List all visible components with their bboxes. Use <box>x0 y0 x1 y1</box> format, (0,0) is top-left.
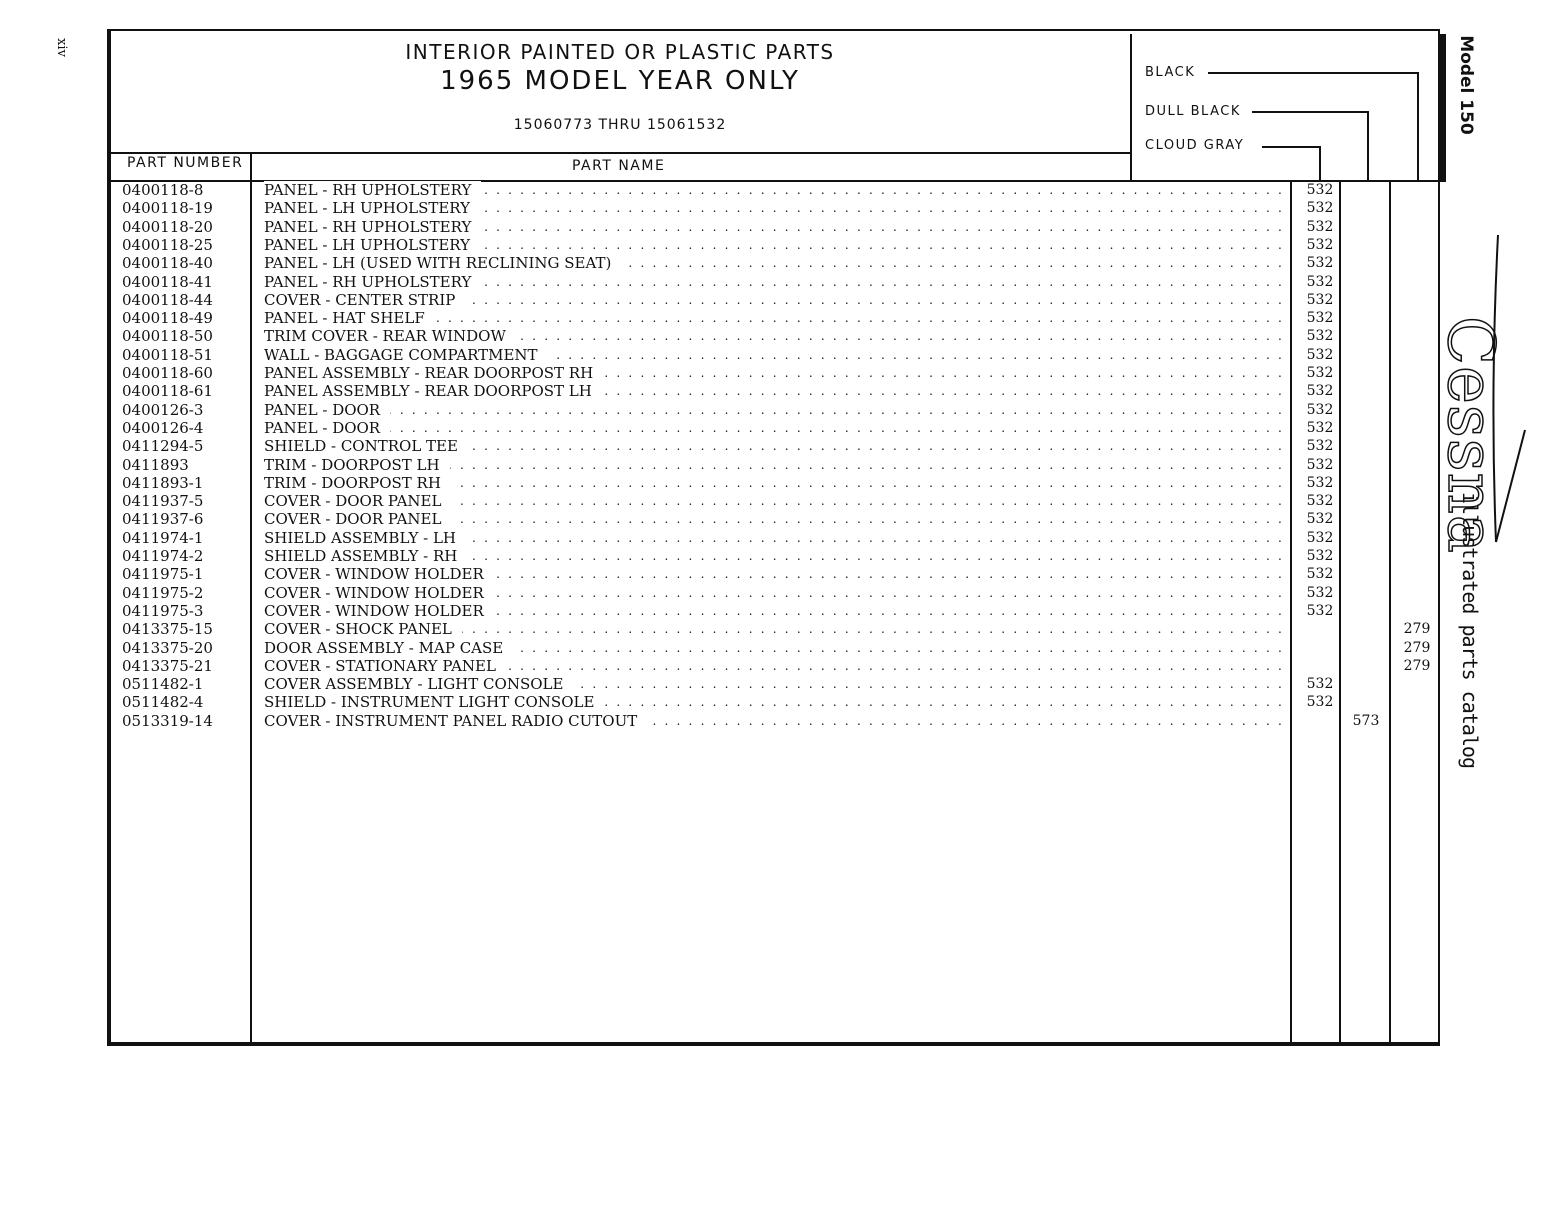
part-name-text: TRIM - DOORPOST RH <box>264 474 451 492</box>
black-cell: 279 <box>1403 621 1431 637</box>
legend-dull-black-leader-drop <box>1367 111 1369 182</box>
legend-dull-black: DULL BLACK <box>1145 104 1241 119</box>
table-row <box>0 675 1568 693</box>
part-number-cell: 0511482-1 <box>122 675 204 693</box>
part-name-text: PANEL - RH UPHOLSTERY <box>264 273 481 291</box>
table-row <box>0 401 1568 419</box>
page-number: xiv <box>53 38 69 57</box>
table-row <box>0 273 1568 291</box>
part-name-text: WALL - BAGGAGE COMPARTMENT <box>264 346 548 364</box>
part-number-cell: 0400118-60 <box>122 364 213 382</box>
table-row <box>0 364 1568 382</box>
cloud-gray-cell: 532 <box>1306 310 1334 326</box>
black-cell: 279 <box>1403 640 1431 656</box>
part-name-text: SHIELD ASSEMBLY - RH <box>264 547 467 565</box>
part-number-cell: 0411974-2 <box>122 547 204 565</box>
part-number-cell: 0411294-5 <box>122 437 204 455</box>
part-number-cell: 0400118-19 <box>122 199 213 217</box>
part-number-cell: 0400126-3 <box>122 401 204 419</box>
part-name-cell <box>264 456 1284 474</box>
black-cell: 279 <box>1403 658 1431 674</box>
part-name-cell <box>264 529 1284 547</box>
part-name-cell <box>264 712 1284 730</box>
part-name-cell <box>264 218 1284 236</box>
part-name-cell <box>264 309 1284 327</box>
part-number-cell: 0411937-5 <box>122 492 204 510</box>
catalog-label: illustrated parts catalog <box>1458 491 1482 769</box>
part-name-cell <box>264 584 1284 602</box>
part-name-text: COVER - WINDOW HOLDER <box>264 584 494 602</box>
part-number-cell: 0513319-14 <box>122 712 213 730</box>
part-number-cell: 0400118-41 <box>122 273 213 291</box>
part-name-text: COVER - CENTER STRIP <box>264 291 465 309</box>
dull-black-cell: 573 <box>1352 713 1380 729</box>
part-name-cell <box>264 437 1284 455</box>
part-name-cell <box>264 382 1284 400</box>
part-number-cell: 0411937-6 <box>122 510 204 528</box>
part-number-cell: 0411975-2 <box>122 584 204 602</box>
part-number-cell: 0511482-4 <box>122 693 204 711</box>
part-name-text: COVER ASSEMBLY - LIGHT CONSOLE <box>264 675 573 693</box>
part-name-cell <box>264 401 1284 419</box>
cloud-gray-cell: 532 <box>1306 676 1334 692</box>
part-name-cell <box>264 492 1284 510</box>
table-row <box>0 693 1568 711</box>
part-number-cell: 0400118-50 <box>122 327 213 345</box>
table-row <box>0 657 1568 675</box>
part-number-cell: 0411893-1 <box>122 474 204 492</box>
part-number-cell: 0400118-20 <box>122 218 213 236</box>
cloud-gray-cell: 532 <box>1306 274 1334 290</box>
part-name-text: PANEL - LH UPHOLSTERY <box>264 236 480 254</box>
part-name-text: COVER - WINDOW HOLDER <box>264 565 494 583</box>
part-name-text: COVER - STATIONARY PANEL <box>264 657 506 675</box>
table-row <box>0 529 1568 547</box>
table-row <box>0 199 1568 217</box>
cloud-gray-cell: 532 <box>1306 200 1334 216</box>
cloud-gray-cell: 532 <box>1306 438 1334 454</box>
part-name-text: PANEL ASSEMBLY - REAR DOORPOST LH <box>264 382 602 400</box>
cloud-gray-cell: 532 <box>1306 402 1334 418</box>
part-name-cell <box>264 602 1284 620</box>
part-name-text: COVER - INSTRUMENT PANEL RADIO CUTOUT <box>264 712 647 730</box>
part-number-cell: 0400118-8 <box>122 181 204 199</box>
cloud-gray-cell: 532 <box>1306 182 1334 198</box>
legend-cloud-gray-leader-drop <box>1319 146 1321 182</box>
cloud-gray-cell: 532 <box>1306 292 1334 308</box>
table-row <box>0 218 1568 236</box>
part-number-cell: 0400118-51 <box>122 346 213 364</box>
part-number-cell: 0413375-21 <box>122 657 213 675</box>
part-name-cell <box>264 693 1284 711</box>
cloud-gray-cell: 532 <box>1306 493 1334 509</box>
part-name-text: TRIM - DOORPOST LH <box>264 456 450 474</box>
part-name-cell <box>264 547 1284 565</box>
part-name-cell <box>264 236 1284 254</box>
table-row <box>0 547 1568 565</box>
cloud-gray-cell: 532 <box>1306 365 1334 381</box>
cloud-gray-cell: 532 <box>1306 566 1334 582</box>
header-divider <box>111 152 1131 154</box>
legend-dull-black-leader <box>1252 111 1368 113</box>
part-name-text: PANEL - LH UPHOLSTERY <box>264 199 480 217</box>
part-name-text: COVER - DOOR PANEL <box>264 492 451 510</box>
legend-black: BLACK <box>1145 65 1196 80</box>
part-number-cell: 0411975-3 <box>122 602 204 620</box>
part-name-header: PART NAME <box>572 158 666 174</box>
table-row <box>0 584 1568 602</box>
part-name-text: PANEL - DOOR <box>264 401 390 419</box>
part-number-cell: 0413375-20 <box>122 639 213 657</box>
table-row <box>0 565 1568 583</box>
legend-cloud-gray: CLOUD GRAY <box>1145 138 1245 153</box>
cloud-gray-cell: 532 <box>1306 255 1334 271</box>
part-name-text: PANEL - RH UPHOLSTERY <box>264 181 481 199</box>
part-name-cell <box>264 419 1284 437</box>
legend-cloud-gray-leader <box>1262 146 1320 148</box>
table-row <box>0 712 1568 730</box>
part-name-text: SHIELD ASSEMBLY - LH <box>264 529 466 547</box>
part-name-cell <box>264 620 1284 638</box>
part-name-cell <box>264 291 1284 309</box>
part-name-cell <box>264 364 1284 382</box>
cloud-gray-cell: 532 <box>1306 457 1334 473</box>
part-name-cell <box>264 474 1284 492</box>
table-row <box>0 456 1568 474</box>
part-name-text: PANEL - DOOR <box>264 419 390 437</box>
cloud-gray-cell: 532 <box>1306 475 1334 491</box>
table-row <box>0 254 1568 272</box>
part-number-cell: 0400126-4 <box>122 419 204 437</box>
part-number-cell: 0400118-49 <box>122 309 213 327</box>
part-name-text: PANEL - LH (USED WITH RECLINING SEAT) <box>264 254 621 272</box>
part-name-text: COVER - DOOR PANEL <box>264 510 451 528</box>
cloud-gray-cell: 532 <box>1306 603 1334 619</box>
part-name-text: SHIELD - INSTRUMENT LIGHT CONSOLE <box>264 693 604 711</box>
part-name-text: DOOR ASSEMBLY - MAP CASE <box>264 639 513 657</box>
serial-range: 15060773 THRU 15061532 <box>513 117 727 133</box>
cloud-gray-cell: 532 <box>1306 420 1334 436</box>
part-number-cell: 0411893 <box>122 456 189 474</box>
table-row <box>0 620 1568 638</box>
cloud-gray-cell: 532 <box>1306 548 1334 564</box>
cloud-gray-cell: 532 <box>1306 328 1334 344</box>
table-row <box>0 602 1568 620</box>
part-name-cell <box>264 181 1284 199</box>
part-number-cell: 0400118-25 <box>122 236 213 254</box>
cloud-gray-cell: 532 <box>1306 530 1334 546</box>
table-row <box>0 291 1568 309</box>
legend-black-leader <box>1208 72 1418 74</box>
table-title: INTERIOR PAINTED OR PLASTIC PARTS <box>405 40 835 64</box>
table-row <box>0 474 1568 492</box>
table-subtitle: 1965 MODEL YEAR ONLY <box>440 66 800 96</box>
part-name-text: TRIM COVER - REAR WINDOW <box>264 327 516 345</box>
part-name-cell <box>264 657 1284 675</box>
part-name-text: COVER - SHOCK PANEL <box>264 620 462 638</box>
part-name-cell <box>264 346 1284 364</box>
part-number-cell: 0411974-1 <box>122 529 204 547</box>
part-name-text: SHIELD - CONTROL TEE <box>264 437 468 455</box>
part-name-cell <box>264 273 1284 291</box>
part-number-cell: 0411975-1 <box>122 565 204 583</box>
cessna-logo: Cessna <box>1433 316 1507 554</box>
part-name-cell <box>264 510 1284 528</box>
cloud-gray-cell: 532 <box>1306 511 1334 527</box>
part-name-cell <box>264 327 1284 345</box>
legend-divider <box>1130 34 1132 182</box>
part-name-cell <box>264 254 1284 272</box>
table-row <box>0 327 1568 345</box>
part-name-cell <box>264 565 1284 583</box>
cloud-gray-cell: 532 <box>1306 694 1334 710</box>
table-row <box>0 510 1568 528</box>
part-number-cell: 0413375-15 <box>122 620 213 638</box>
part-name-text: PANEL ASSEMBLY - REAR DOORPOST RH <box>264 364 603 382</box>
part-name-cell <box>264 639 1284 657</box>
part-number-cell: 0400118-40 <box>122 254 213 272</box>
cloud-gray-cell: 532 <box>1306 383 1334 399</box>
part-name-text: COVER - WINDOW HOLDER <box>264 602 494 620</box>
part-name-cell <box>264 199 1284 217</box>
table-row <box>0 382 1568 400</box>
part-number-header: PART NUMBER <box>127 155 244 171</box>
cloud-gray-cell: 532 <box>1306 237 1334 253</box>
part-number-cell: 0400118-61 <box>122 382 213 400</box>
table-row <box>0 346 1568 364</box>
table-row <box>0 236 1568 254</box>
part-name-cell <box>264 675 1284 693</box>
legend-black-leader-drop <box>1417 72 1419 182</box>
table-row <box>0 437 1568 455</box>
model-label: Model 150 <box>1456 35 1476 135</box>
table-row <box>0 181 1568 199</box>
table-row <box>0 309 1568 327</box>
table-row <box>0 639 1568 657</box>
cloud-gray-cell: 532 <box>1306 585 1334 601</box>
part-name-text: PANEL - RH UPHOLSTERY <box>264 218 481 236</box>
part-number-cell: 0400118-44 <box>122 291 213 309</box>
table-row <box>0 419 1568 437</box>
cloud-gray-cell: 532 <box>1306 219 1334 235</box>
cloud-gray-cell: 532 <box>1306 347 1334 363</box>
table-row <box>0 492 1568 510</box>
part-name-text: PANEL - HAT SHELF <box>264 309 435 327</box>
